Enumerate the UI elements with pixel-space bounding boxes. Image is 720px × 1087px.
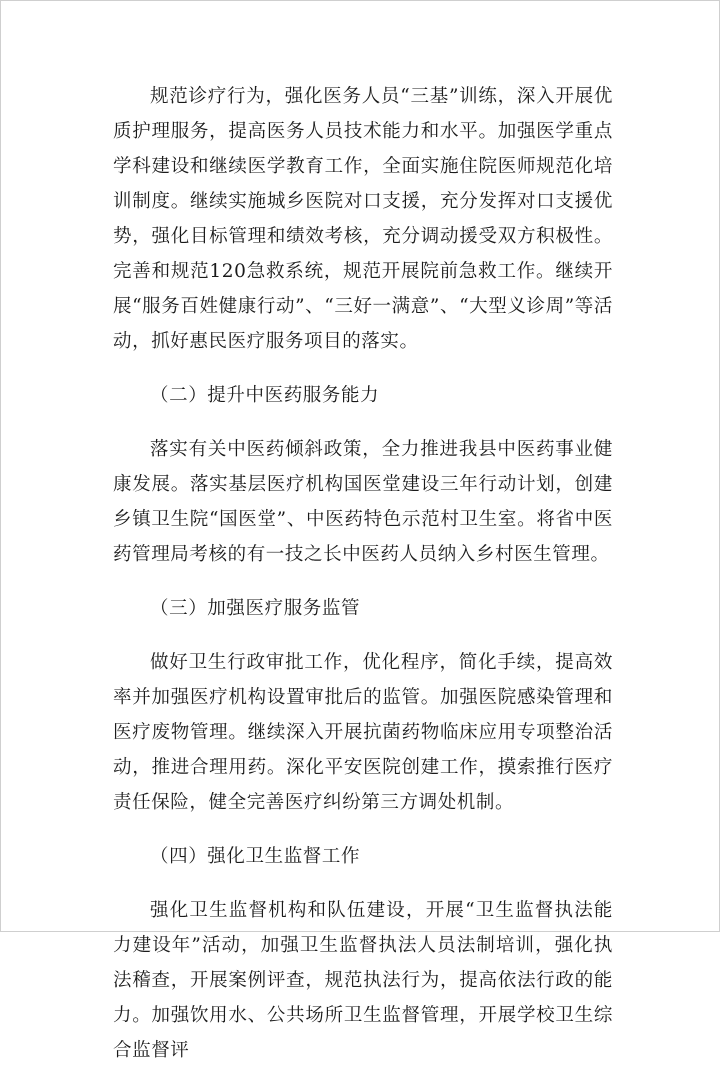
section-heading-tcm: （二）提升中医药服务能力 <box>150 385 380 406</box>
paragraph-tcm: 落实有关中医药倾斜政策，全力推进我县中医药事业健康发展。落实基层医疗机构国医堂建设三年行动计划，创建乡镇卫生院“国医堂”、中医药特色示范村卫生室。将省中医药管理局考核的有一技之长中医药人员纳入乡村医生管理。 <box>113 439 613 565</box>
document-body <box>113 79 613 1087</box>
section-heading-health-inspection: （四）强化卫生监督工作 <box>150 846 361 867</box>
paragraph-medical-practice: 规范诊疗行为，强化医务人员“三基”训练，深入开展优质护理服务，提高医务人员技术能力和水平。加强医学重点学科建设和继续医学教育工作，全面实施住院医师规范化培训制度。继续实施城乡医院对口支援，充分发挥对口支援优势，强化目标管理和绩效考核，充分调动援受双方积极性。完善和规范120急救系统，规范开展院前急救工作。继续开展“服务百姓健康行动”、“三好一满意”、“大型义诊周”等活动，抓好惠民医疗服务项目的落实。 <box>113 86 613 352</box>
paragraph-supervision: 做好卫生行政审批工作，优化程序，简化手续，提高效率并加强医疗机构设置审批后的监管。加强医院感染管理和医疗废物管理。继续深入开展抗菌药物临床应用专项整治活动，推进合理用药。深化平安医院创建工作，摸索推行医疗责任保险，健全完善医疗纠纷第三方调处机制。 <box>113 652 613 813</box>
paragraph-health-inspection: 强化卫生监督机构和队伍建设，开展“卫生监督执法能力建设年”活动，加强卫生监督执法人员法制培训，强化执法稽查，开展案例评查，规范执法行为，提高依法行政的能力。加强饮用水、公共场所卫生监督管理，开展学校卫生综合监督评 <box>113 900 613 1061</box>
section-heading-supervision: （三）加强医疗服务监管 <box>150 598 361 619</box>
